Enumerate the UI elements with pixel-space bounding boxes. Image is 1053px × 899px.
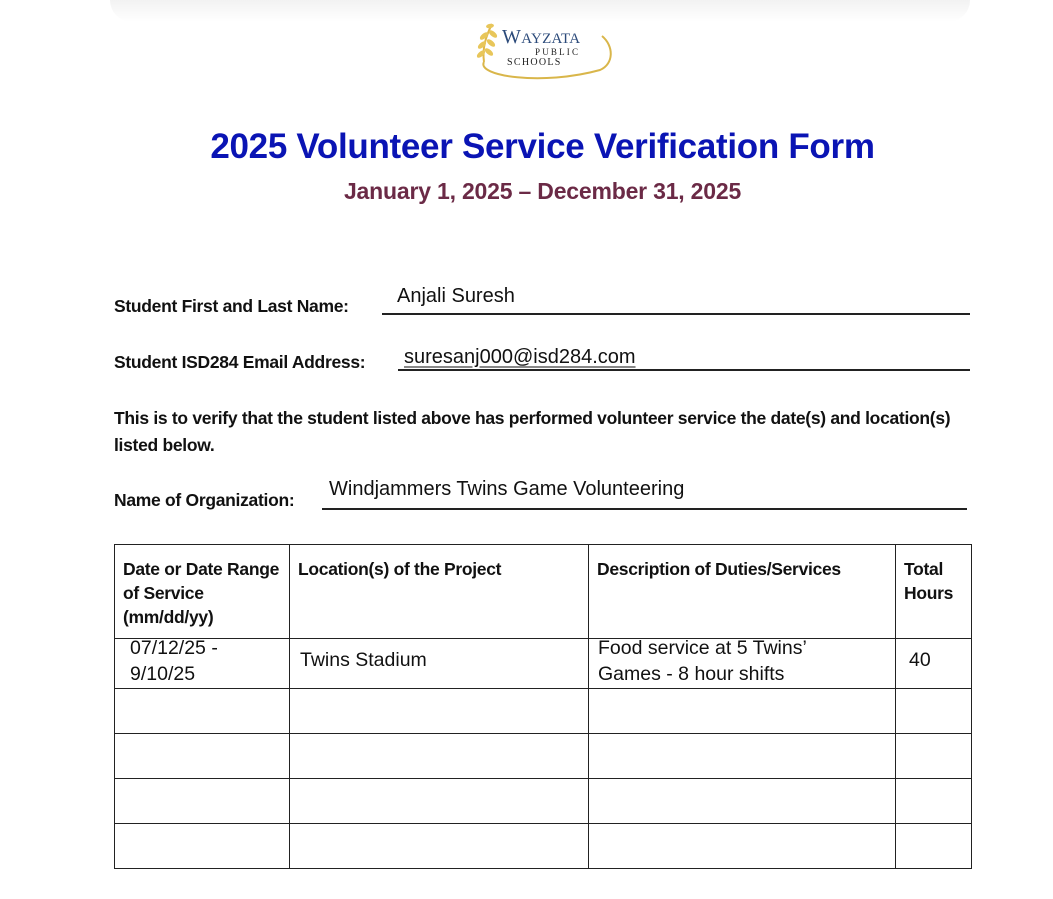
description-line-1: Food service at 5 Twins’: [598, 637, 807, 659]
logo-wordmark: WAYZATA: [502, 26, 581, 48]
table-row: [115, 734, 972, 779]
organization-label: Name of Organization:: [114, 490, 295, 510]
date-cell[interactable]: [115, 639, 290, 689]
student-email-field[interactable]: suresanj000@isd284.com: [404, 346, 636, 368]
date-cell[interactable]: [115, 824, 290, 869]
student-name-line: [382, 313, 970, 315]
hours-cell[interactable]: [896, 779, 972, 824]
table-header-row: [115, 545, 972, 639]
verification-statement: This is to verify that the student listed above has performed volunteer service the date(s) and location(s) listed below.: [114, 408, 951, 455]
table-row: [115, 779, 972, 824]
student-name-field[interactable]: Anjali Suresh: [397, 285, 515, 307]
student-email-label: Student ISD284 Email Address:: [114, 352, 366, 372]
description-cell[interactable]: [589, 639, 896, 689]
description-cell[interactable]: [589, 824, 896, 869]
location-cell[interactable]: [290, 824, 589, 869]
school-logo: [472, 18, 617, 82]
hours-cell[interactable]: [896, 734, 972, 779]
header-hours: Total Hours: [896, 545, 972, 639]
description-cell[interactable]: [589, 779, 896, 824]
logo-schools-text: SCHOOLS: [507, 57, 562, 68]
service-log-table: [114, 544, 972, 869]
table-row: [115, 689, 972, 734]
table-row: [115, 639, 972, 689]
location-cell[interactable]: [290, 779, 589, 824]
header-location: Location(s) of the Project: [290, 545, 589, 639]
description-cell[interactable]: [589, 734, 896, 779]
date-cell[interactable]: [115, 779, 290, 824]
header-date: Date or Date Range of Service (mm/dd/yy): [115, 545, 290, 639]
header-description: Description of Duties/Services: [589, 545, 896, 639]
page-title: 2025 Volunteer Service Verification Form: [210, 127, 875, 166]
hours-cell[interactable]: [896, 639, 972, 689]
location-cell[interactable]: [290, 734, 589, 779]
organization-field[interactable]: Windjammers Twins Game Volunteering: [329, 478, 685, 500]
hours-value: 40: [909, 649, 931, 671]
location-value: Twins Stadium: [300, 649, 427, 671]
date-cell[interactable]: [115, 689, 290, 734]
date-range-subtitle: January 1, 2025 – December 31, 2025: [343, 178, 742, 204]
organization-line: [322, 508, 967, 510]
date-start: 07/12/25 -: [130, 637, 218, 659]
description-cell[interactable]: [589, 689, 896, 734]
date-cell[interactable]: [115, 734, 290, 779]
date-end: 9/10/25: [130, 663, 196, 685]
table-row: [115, 824, 972, 869]
logo-public-text: PUBLIC: [535, 47, 581, 57]
location-cell[interactable]: [290, 689, 589, 734]
student-name-label: Student First and Last Name:: [114, 296, 349, 316]
location-cell[interactable]: [290, 639, 589, 689]
student-email-line: [398, 369, 970, 371]
description-line-2: Games - 8 hour shifts: [598, 663, 785, 685]
hours-cell[interactable]: [896, 689, 972, 734]
hours-cell[interactable]: [896, 824, 972, 869]
